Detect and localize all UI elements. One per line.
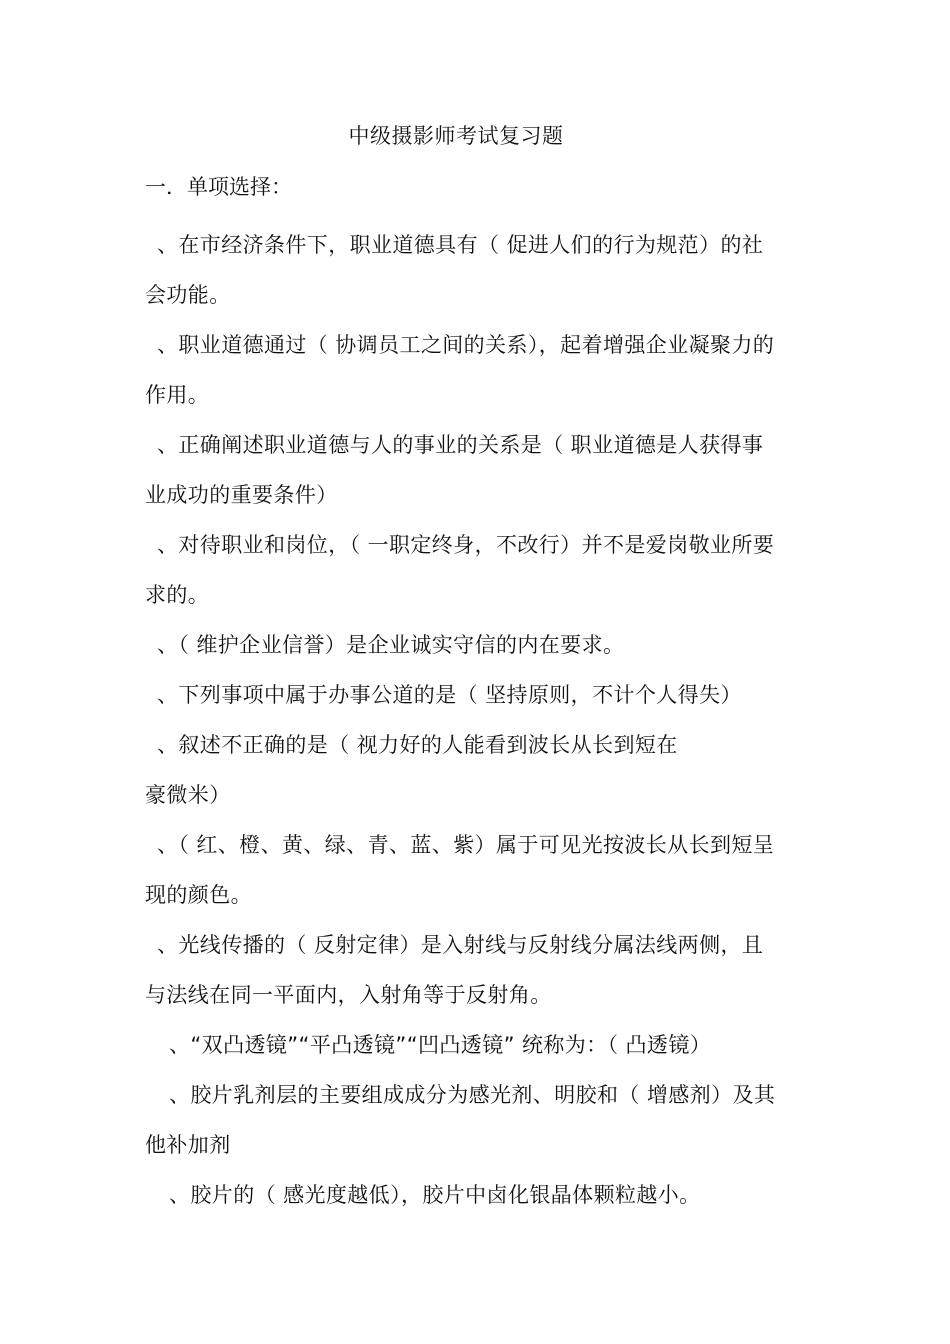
question-line: 、光线传播的（ 反射定律）是入射线与反射线分属法线两侧，且 [157,933,764,957]
question-item [145,520,813,620]
question-item [145,620,813,670]
section-heading: 一．单项选择： [145,175,292,199]
question-item [145,420,813,520]
question-item [145,720,813,820]
question-item [145,320,813,420]
question-line: 、对待职业和岗位，（ 一职定终身，不改行）并不是爱岗敬业所要 [157,533,775,557]
question-line: 会功能。 [145,283,231,307]
question-line: 求的。 [145,583,210,607]
question-line: 、胶片的（ 感光度越低），胶片中卤化银晶体颗粒越小。 [169,1183,701,1207]
question-line: 业成功的重要条件） [145,483,338,507]
question-item [145,1020,813,1070]
question-line: 、正确阐述职业道德与人的事业的关系是（ 职业道德是人获得事 [157,433,764,457]
question-line: 作用。 [145,383,210,407]
question-item [145,670,813,720]
question-list [145,220,813,1220]
question-line: 、在市经济条件下，职业道德具有（ 促进人们的行为规范）的社 [157,233,764,257]
question-item [145,820,813,920]
question-item [145,920,813,1020]
question-item [145,1070,813,1170]
question-line: 、下列事项中属于办事公道的是（ 坚持原则，不计个人得失） [157,683,742,707]
question-line: 豪微米） [145,783,231,807]
question-line: 现的颜色。 [145,883,252,907]
question-line: 、叙述不正确的是（ 视力好的人能看到波长从长到短在 [157,733,678,757]
document-title: 中级摄影师考试复习题 [348,124,564,148]
question-line: 、（ 红、橙、黄、绿、青、蓝、紫）属于可见光按波长从长到短呈 [157,833,775,857]
question-line: 、（ 维护企业信誉）是企业诚实守信的内在要求。 [157,633,625,657]
question-line: 、胶片乳剂层的主要组成成分为感光剂、明胶和（ 增感剂）及其 [169,1083,776,1107]
question-item [145,220,813,320]
question-line: 与法线在同一平面内，入射角等于反射角。 [145,983,552,1007]
question-line: 他补加剂 [145,1133,231,1157]
question-line: 、职业道德通过（ 协调员工之间的关系），起着增强企业凝聚力的 [157,333,775,357]
question-line: 、“双凸透镜”“平凸透镜”“凹凸透镜” 统称为：（ 凸透镜） [169,1033,712,1057]
question-item [145,1170,813,1220]
